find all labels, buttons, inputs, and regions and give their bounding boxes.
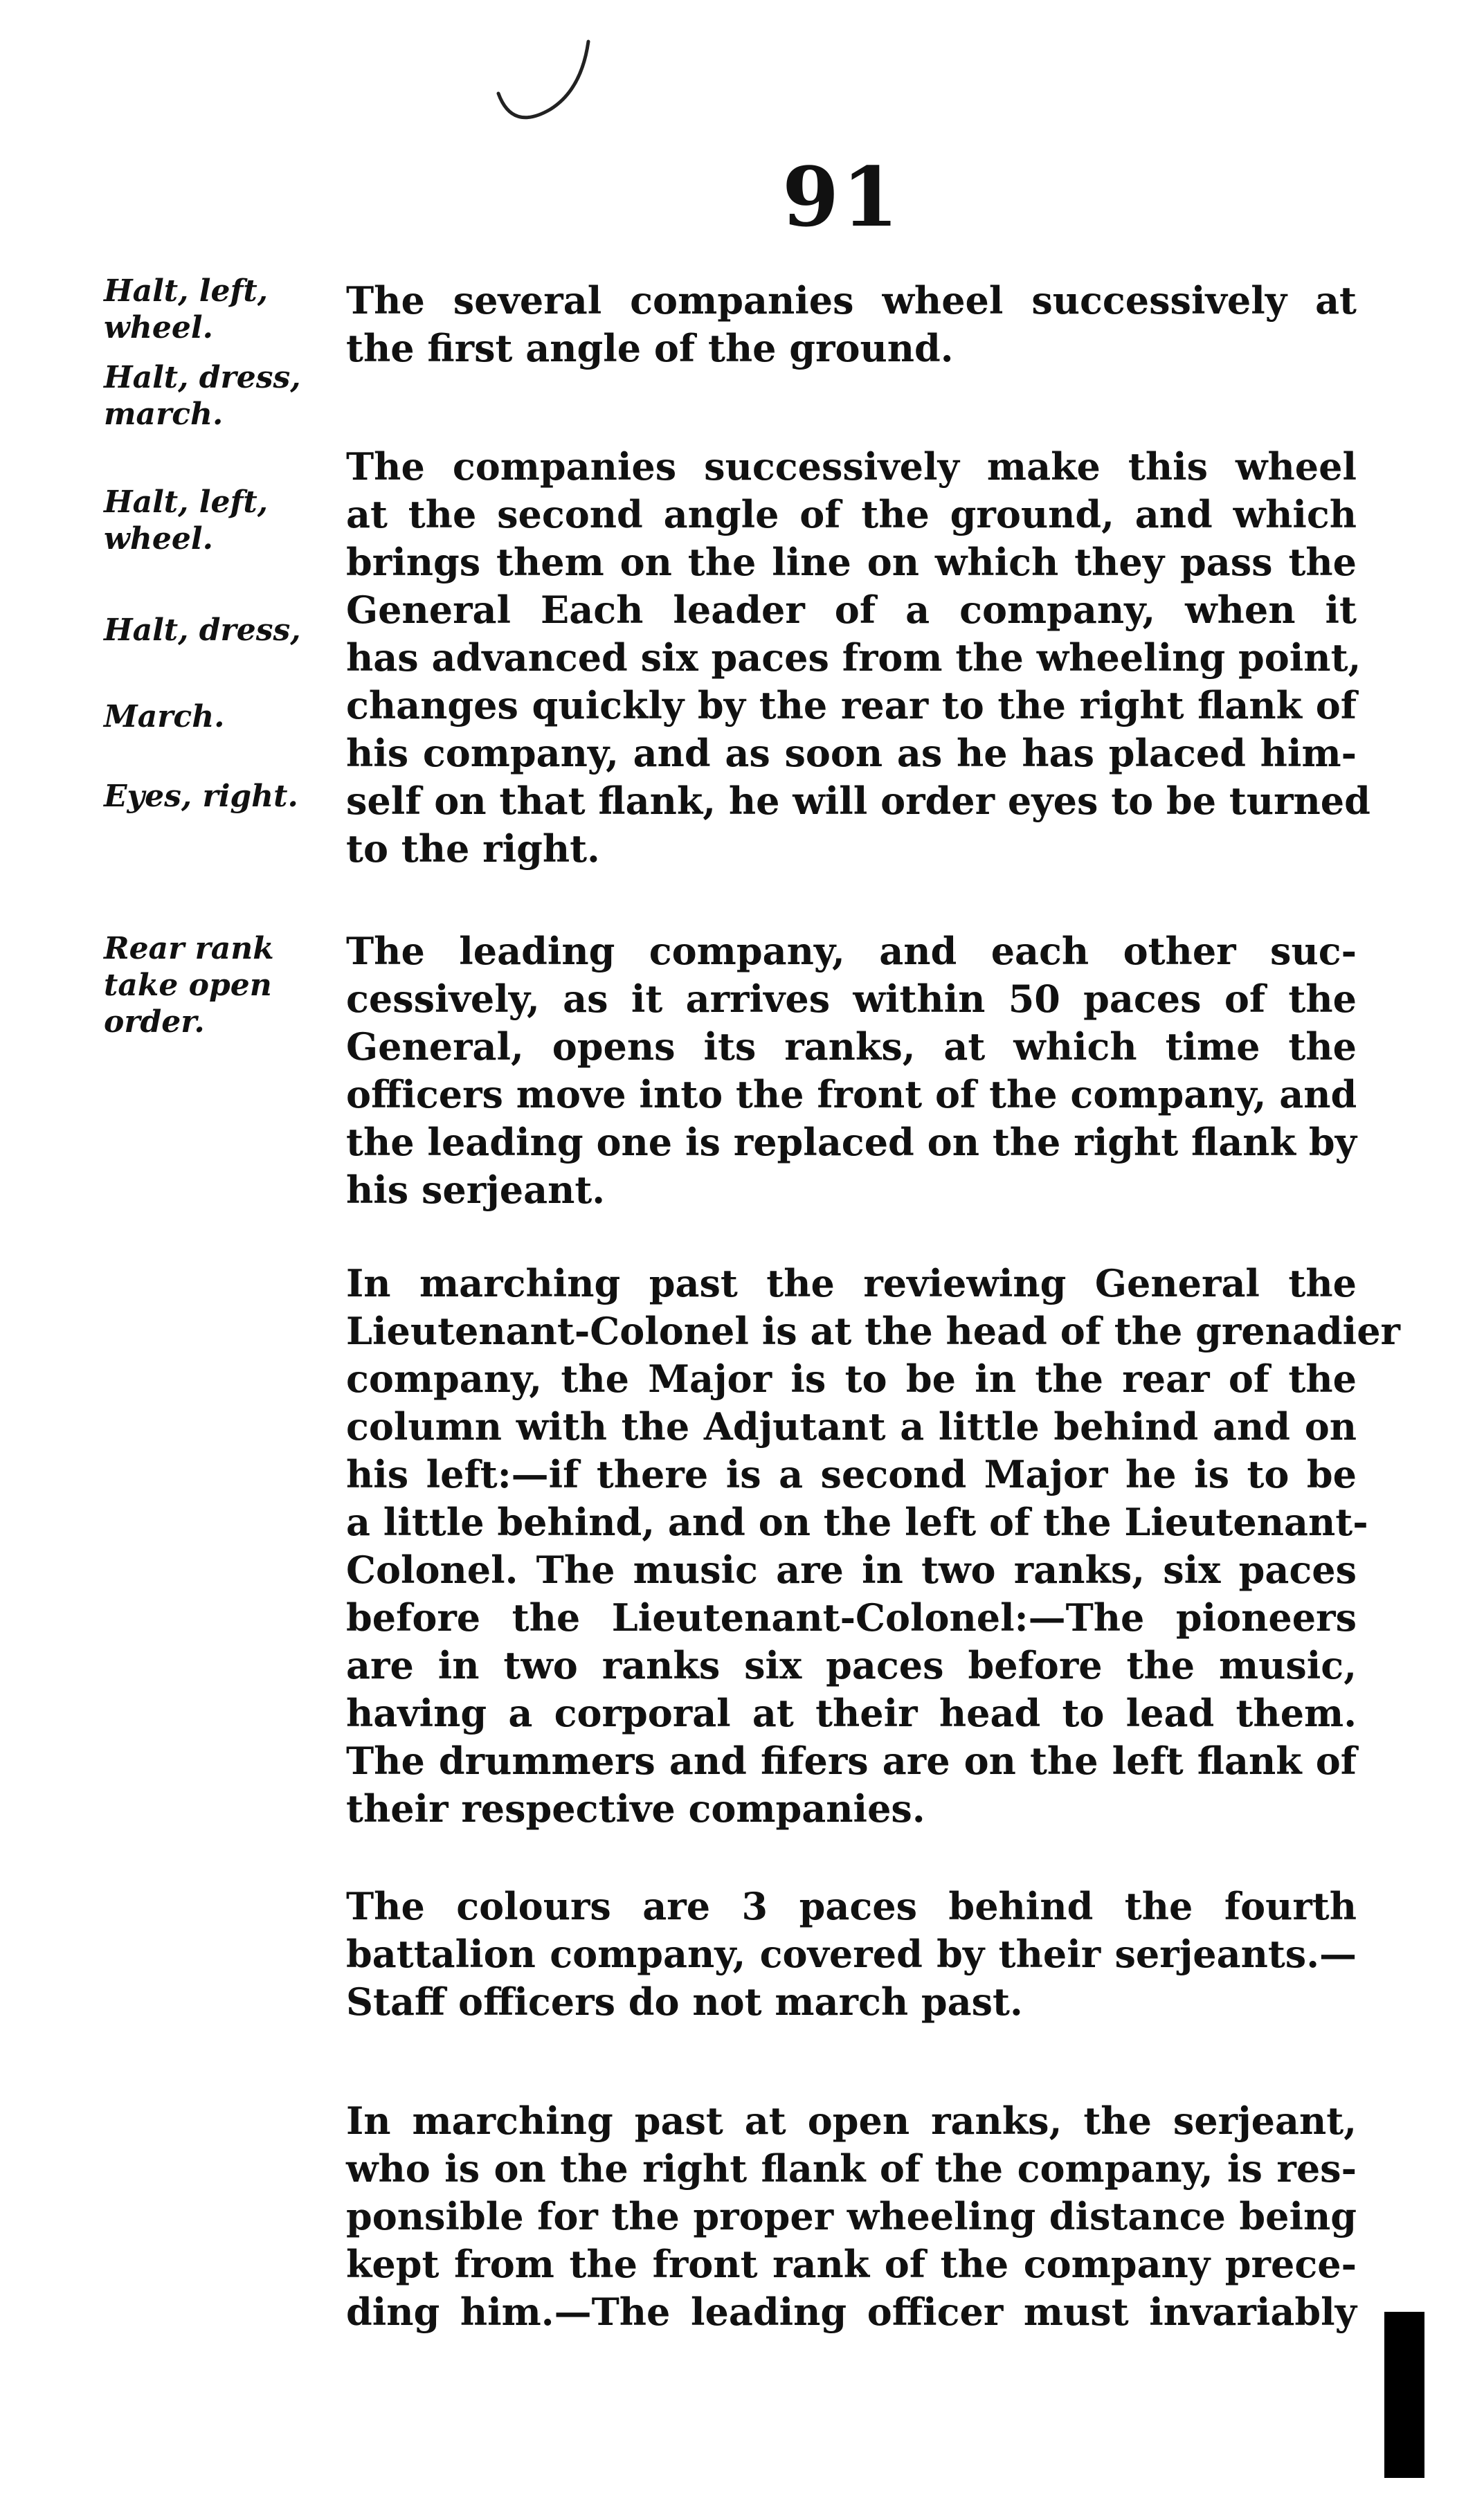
page-number: 91 (782, 149, 902, 245)
paragraph-line: before the Lieutenant-Colonel:—The pioneers (346, 1595, 1357, 1640)
paragraph-line: the first angle of the ground. (346, 326, 954, 370)
paragraph-line: General Each leader of a company, when it (346, 588, 1357, 632)
paragraph-line: cessively, as it arrives within 50 paces of the (346, 977, 1357, 1021)
paragraph-1 (346, 277, 1357, 372)
paragraph-line: The colours are 3 paces behind the fourth (346, 1884, 1357, 1928)
handwritten-check-mark (485, 28, 609, 125)
margin-note-5: March. (104, 699, 225, 734)
paragraph-line: self on that flank, he will order eyes to be turned (346, 779, 1370, 823)
paragraph-line: General, opens its ranks, at which time the (346, 1024, 1357, 1069)
paragraph-line: the leading one is replaced on the right flank by (346, 1120, 1357, 1164)
paragraph-line: The companies successively make this wheel (346, 444, 1357, 489)
paragraph-3 (346, 927, 1357, 1214)
paragraph-line: officers move into the front of the company, and (346, 1072, 1357, 1116)
paragraph-line: In marching past at open ranks, the serjeant, (346, 2099, 1357, 2143)
paragraph-line: battalion company, covered by their serjeants.— (346, 1932, 1357, 1976)
margin-note-6: Eyes, right. (104, 779, 298, 814)
paragraph-6 (346, 2097, 1357, 2336)
paragraph-line: column with the Adjutant a little behind and on (346, 1404, 1357, 1449)
paragraph-5 (346, 1883, 1357, 2026)
paragraph-line: The drummers and fifers are on the left flank of (346, 1739, 1357, 1783)
paragraph-line: changes quickly by the rear to the right flank of (346, 683, 1357, 727)
paragraph-line: brings them on the line on which they pass the (346, 540, 1357, 584)
paragraph-line: company, the Major is to be in the rear of the (346, 1357, 1357, 1401)
paragraph-line: ding him.—The leading officer must invariably (346, 2290, 1357, 2334)
page-edge-bar (1384, 2312, 1424, 2478)
paragraph-line: their respective companies. (346, 1786, 925, 1831)
paragraph-line: his serjeant. (346, 1168, 606, 1212)
paragraph-2 (346, 443, 1370, 873)
margin-note-4: Halt, dress, (104, 613, 301, 648)
paragraph-line: his company, and as soon as he has placed him- (346, 731, 1357, 775)
paragraph-line: are in two ranks six paces before the music, (346, 1643, 1357, 1687)
paragraph-line: to the right. (346, 826, 600, 871)
paragraph-line: In marching past the reviewing General the (346, 1261, 1357, 1305)
margin-note-2: Halt, dress, march. (104, 360, 301, 432)
margin-note-3: Halt, left, wheel. (104, 485, 269, 556)
paragraph-line: who is on the right flank of the company, is res- (346, 2146, 1357, 2191)
paragraph-line: Lieutenant-Colonel is at the head of the grenadier (346, 1309, 1400, 1353)
paragraph-line: kept from the front rank of the company prece- (346, 2242, 1357, 2286)
paragraph-line: having a corporal at their head to lead them. (346, 1691, 1357, 1735)
paragraph-line: The several companies wheel successively at (346, 278, 1357, 323)
paragraph-line: has advanced six paces from the wheeling point, (346, 635, 1361, 680)
paragraph-line: The leading company, and each other suc- (346, 929, 1357, 973)
paragraph-line: his left:—if there is a second Major he is to be (346, 1452, 1357, 1496)
paragraph-line: Colonel. The music are in two ranks, six paces (346, 1548, 1357, 1592)
paragraph-line: ponsible for the proper wheeling distance being (346, 2194, 1357, 2238)
paragraph-4 (346, 1260, 1400, 1833)
margin-note-1: Halt, left, wheel. (104, 273, 269, 345)
paragraph-line: at the second angle of the ground, and which (346, 492, 1357, 536)
margin-note-7: Rear rank take open order. (104, 931, 274, 1040)
paragraph-line: a little behind, and on the left of the Lieutenant- (346, 1500, 1368, 1544)
paragraph-line: Staff officers do not march past. (346, 1980, 1023, 2024)
